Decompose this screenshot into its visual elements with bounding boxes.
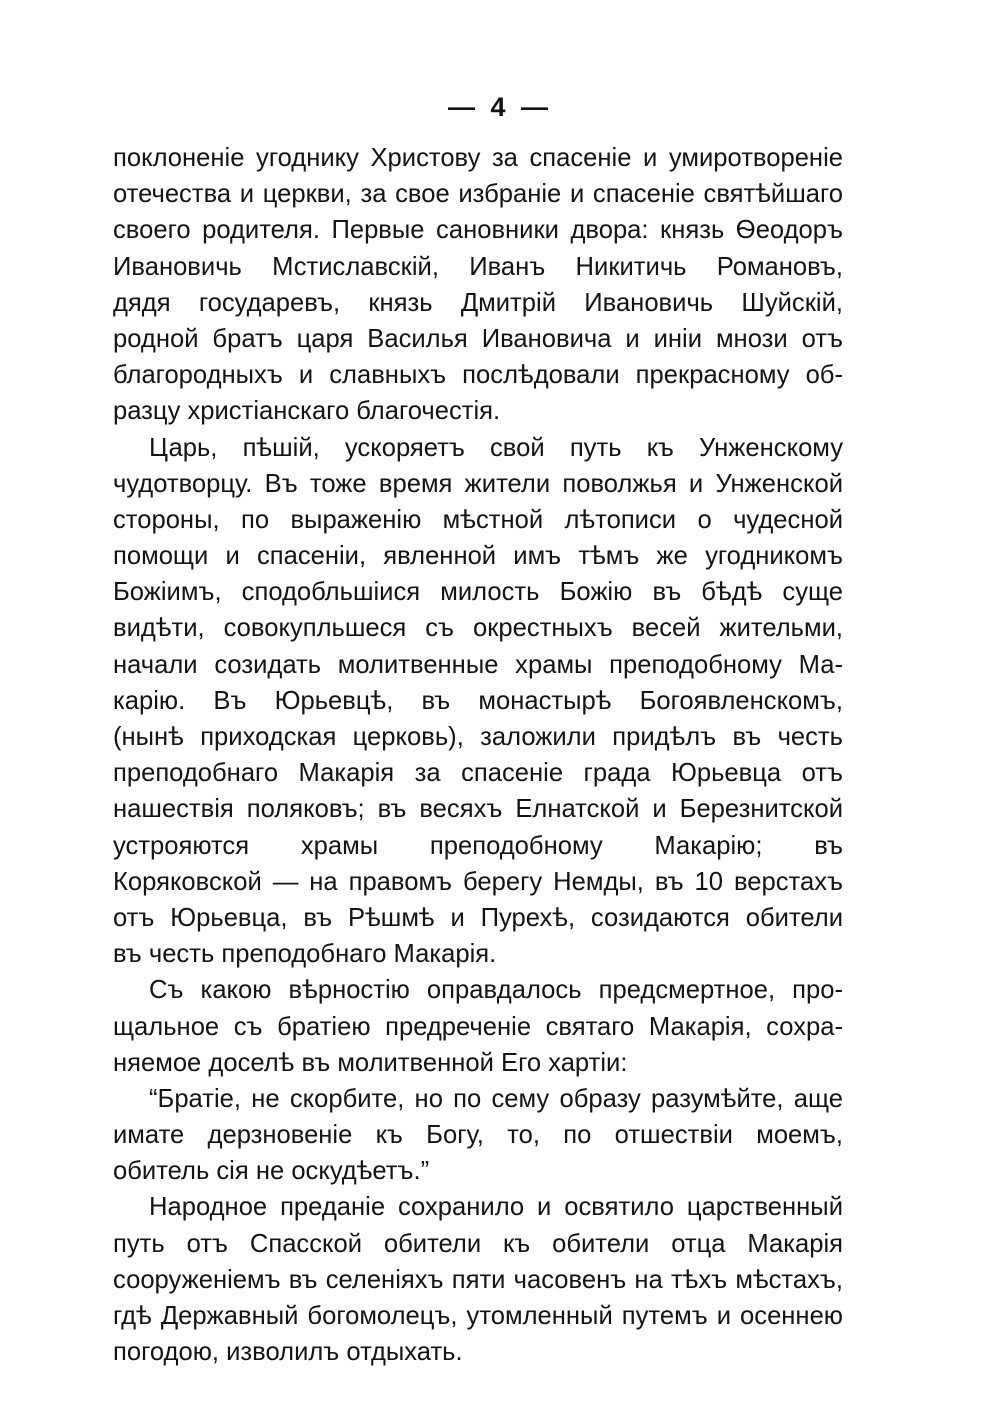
text-line: Съ какою вѣрностію оправдалось предсмертное, про-	[149, 976, 843, 1005]
text-line: благородныхъ и славныхъ послѣдовали прекрасному об-	[113, 361, 843, 390]
text-line: въ честь преподобнаго Макарія.	[113, 940, 497, 969]
page-number: — 4 —	[447, 92, 553, 122]
text-line: Божіимъ, сподобльшіися милость Божію въ бѣдѣ суще	[113, 578, 843, 607]
text-line: имате дерзновеніе къ Богу, то, по отшествіи моемъ,	[113, 1121, 843, 1150]
text-line: устрояются храмы преподобному Макарію; въ	[113, 831, 843, 860]
text-line: сооруженіемъ въ селеніяхъ пяти часовенъ на тѣхъ мѣстахъ,	[113, 1265, 843, 1294]
body-text	[113, 140, 843, 1370]
text-line: помощи и спасеніи, явленной имъ тѣмъ же угодникомъ	[113, 542, 843, 571]
text-line: нашествія поляковъ; въ весяхъ Елнатской и Березнитской	[113, 795, 843, 824]
text-line: стороны, по выраженію мѣстной лѣтописи о чудесной	[113, 505, 843, 534]
text-line: чудотворцу. Въ тоже время жители поволжья и Унженской	[113, 469, 843, 498]
text-line: погодою, изволилъ отдыхать.	[113, 1338, 463, 1367]
text-line: обитель сія не оскудѣетъ.”	[113, 1157, 430, 1186]
text-line: Коряковской — на правомъ берегу Немды, въ 10 верстахъ	[113, 867, 843, 896]
text-line: видѣти, совокупльшеся съ окрестныхъ весей жительми,	[113, 614, 843, 643]
text-line: дядя государевъ, князь Дмитрій Ивановичь Шуйскій,	[113, 288, 843, 317]
text-line: начали созидать молитвенные храмы преподобному Ма-	[113, 650, 843, 679]
text-line: Народное преданіе сохранило и освятило царственный	[149, 1193, 843, 1222]
text-line: преподобнаго Макарія за спасеніе града Юрьевца отъ	[113, 759, 843, 788]
text-line: своего родителя. Первые сановники двора: князь Ѳеодоръ	[113, 216, 843, 245]
text-line: родной братъ царя Василья Ивановича и иніи мнози отъ	[113, 324, 843, 353]
text-line: гдѣ Державный богомолецъ, утомленный путемъ и осеннею	[113, 1302, 843, 1330]
text-line: “Братіе, не скорбите, но по сему образу разумѣйте, аще	[149, 1084, 843, 1113]
text-line: отечества и церкви, за свое избраніе и спасеніе святѣйшаго	[113, 180, 843, 209]
text-line: няемое доселѣ въ молитвенной Его хартіи:	[113, 1048, 628, 1077]
text-line: щальное съ братіею предреченіе святаго Макарія, сохра-	[113, 1012, 843, 1041]
text-line: Царь, пѣшій, ускоряетъ свой путь къ Унженскому	[149, 433, 843, 462]
text-line: поклоненіе угоднику Христову за спасеніе и умиротвореніе	[113, 144, 843, 172]
text-line: (нынѣ приходская церковь), заложили придѣлъ въ честь	[113, 723, 843, 751]
text-line: Ивановичь Мстиславскій, Иванъ Никитичь Романовъ,	[113, 252, 843, 281]
text-line: разцу христіанскаго благочестія.	[113, 397, 501, 426]
text-line: отъ Юрьевца, въ Рѣшмѣ и Пурехѣ, созидаются обители	[113, 903, 843, 932]
text-line: карію. Въ Юрьевцѣ, въ монастырѣ Богоявленскомъ,	[113, 686, 843, 715]
text-line: путь отъ Спасской обители къ обители отца Макарія	[113, 1229, 843, 1258]
